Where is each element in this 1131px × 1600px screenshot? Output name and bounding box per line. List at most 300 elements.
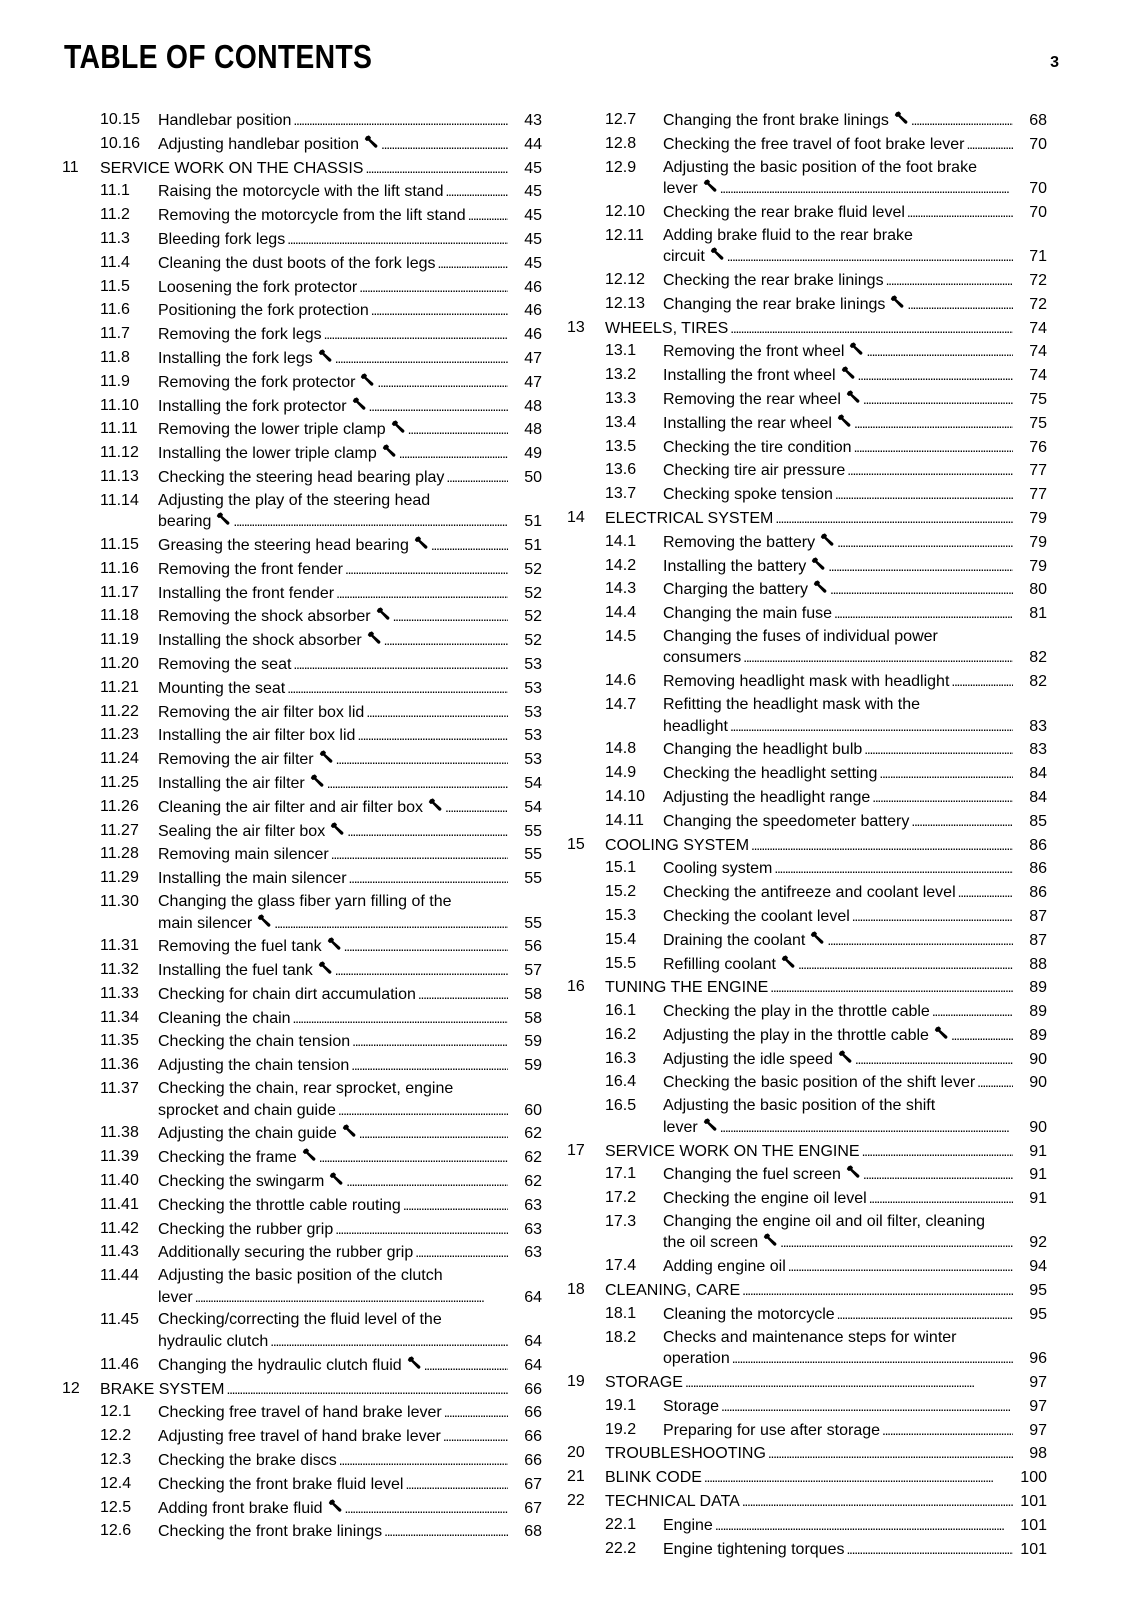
toc-entry-number: 11.8 — [100, 348, 130, 366]
toc-entry-number: 18 — [567, 1281, 585, 1299]
toc-entry-number: 14.5 — [605, 627, 637, 645]
dot-leader — [424, 1355, 508, 1377]
toc-entry[interactable] — [567, 110, 1047, 132]
toc-entry-page: 101 — [1020, 1540, 1047, 1558]
toc-entry[interactable] — [62, 773, 542, 795]
toc-entry[interactable] — [62, 1219, 542, 1241]
toc-entry-number: 21 — [567, 1468, 585, 1486]
toc-entry[interactable] — [567, 389, 1047, 411]
toc-entry-title: Refilling coolant — [663, 955, 776, 973]
toc-entry[interactable] — [62, 1521, 542, 1543]
toc-entry[interactable] — [567, 882, 1047, 904]
toc-entry[interactable] — [567, 763, 1047, 785]
dot-leader — [854, 413, 1013, 435]
dot-leader — [446, 467, 508, 489]
toc-entry[interactable] — [567, 270, 1047, 292]
toc-entry-page: 89 — [1029, 1026, 1047, 1044]
toc-entry[interactable] — [62, 205, 542, 227]
toc-entry-title: Mounting the seat — [158, 679, 286, 697]
toc-entry[interactable] — [62, 535, 542, 557]
toc-entry-number: 10.16 — [100, 134, 141, 152]
toc-entry[interactable] — [62, 1426, 542, 1448]
toc-entry-title: Adjusting the basic position of the clutch — [158, 1267, 443, 1285]
toc-entry-title: Removing the fork legs — [158, 326, 322, 344]
toc-entry[interactable] — [62, 583, 542, 605]
toc-entry-number: 22 — [567, 1491, 585, 1509]
toc-entry-page: 62 — [524, 1149, 542, 1167]
toc-entry-number: 13.6 — [605, 461, 637, 479]
wrench-icon — [342, 1123, 357, 1138]
dot-leader — [863, 1164, 1013, 1186]
toc-entry-number: 17.1 — [605, 1165, 637, 1183]
toc-entry[interactable] — [62, 1450, 542, 1472]
toc-entry-page: 83 — [1029, 741, 1047, 759]
toc-entry-page: 100 — [1020, 1469, 1047, 1487]
toc-entry-number: 12.3 — [100, 1450, 132, 1468]
dot-leader — [879, 763, 1013, 785]
toc-entry-title-continued: consumers — [663, 649, 742, 667]
dot-leader — [393, 606, 508, 628]
dot-leader — [751, 835, 1013, 857]
toc-chapter[interactable] — [62, 158, 542, 180]
toc-entry[interactable] — [567, 1096, 1047, 1138]
toc-entry-page: 53 — [524, 656, 542, 674]
toc-entry-page: 49 — [524, 445, 542, 463]
toc-entry-number: 11.42 — [100, 1219, 139, 1237]
toc-entry-number: 22.2 — [605, 1539, 637, 1557]
toc-entry-number: 13.3 — [605, 389, 637, 407]
toc-entry[interactable] — [62, 1266, 542, 1308]
toc-entry[interactable] — [62, 1123, 542, 1145]
toc-entry[interactable] — [567, 739, 1047, 761]
toc-entry[interactable] — [567, 627, 1047, 669]
toc-entry-page: 91 — [1029, 1166, 1047, 1184]
toc-entry-number: 13.2 — [605, 366, 637, 384]
dot-leader — [907, 294, 1013, 316]
dot-leader — [837, 532, 1013, 554]
toc-entry-page: 82 — [1029, 673, 1047, 691]
dot-leader — [346, 1171, 508, 1193]
toc-entry[interactable] — [62, 725, 542, 747]
toc-entry[interactable] — [567, 1164, 1047, 1186]
toc-entry[interactable] — [567, 134, 1047, 156]
toc-entry[interactable] — [62, 491, 542, 533]
toc-entry-number: 11.18 — [100, 607, 139, 625]
toc-entry[interactable] — [62, 844, 542, 866]
wrench-icon — [703, 1117, 718, 1132]
toc-entry[interactable] — [62, 181, 542, 203]
toc-entry[interactable] — [567, 695, 1047, 737]
toc-entry-title: Adding brake fluid to the rear brake — [663, 226, 913, 244]
dot-leader — [287, 229, 508, 251]
toc-chapter[interactable] — [567, 1141, 1047, 1163]
toc-entry-page: 55 — [524, 870, 542, 888]
dot-leader — [834, 603, 1013, 625]
toc-entry-page: 67 — [524, 1499, 542, 1517]
toc-entry-title: SERVICE WORK ON THE ENGINE — [605, 1142, 860, 1160]
wrench-icon — [330, 821, 345, 836]
toc-entry[interactable] — [567, 532, 1047, 554]
toc-entry-title: Cleaning the chain — [158, 1009, 291, 1027]
toc-entry[interactable] — [62, 396, 542, 418]
dot-leader — [798, 954, 1013, 976]
toc-entry[interactable] — [567, 1001, 1047, 1023]
toc-entry-number: 15.2 — [605, 883, 637, 901]
dot-leader — [869, 1188, 1013, 1210]
toc-entry-number: 16.3 — [605, 1049, 637, 1067]
wrench-icon — [318, 960, 333, 975]
toc-entry-page: 45 — [524, 254, 542, 272]
toc-entry-number: 13 — [567, 318, 585, 336]
toc-entry-page: 47 — [524, 349, 542, 367]
toc-entry-page: 75 — [1029, 414, 1047, 432]
toc-entry-title: Checking the rear brake linings — [663, 271, 884, 289]
toc-entry-title: Removing the motorcycle from the lift stand — [158, 207, 466, 225]
toc-entry[interactable] — [567, 158, 1047, 200]
toc-entry[interactable] — [62, 1402, 542, 1424]
dot-leader — [882, 1420, 1013, 1442]
dot-leader — [445, 797, 508, 819]
toc-entry-number: 11.35 — [100, 1032, 139, 1050]
toc-entry-page: 90 — [1029, 1118, 1047, 1136]
dot-leader — [852, 906, 1013, 928]
toc-entry-title: Adjusting the headlight range — [663, 788, 871, 806]
toc-chapter[interactable] — [567, 1280, 1047, 1302]
toc-entry-title: Checking the throttle cable routing — [158, 1196, 401, 1214]
toc-entry-title: Refitting the headlight mask with the — [663, 696, 921, 714]
toc-entry-page: 86 — [1029, 836, 1047, 854]
wrench-icon — [327, 936, 342, 951]
toc-entry-number: 16 — [567, 978, 585, 996]
dot-leader — [344, 936, 508, 958]
wrench-icon — [360, 372, 375, 387]
toc-entry-page: 81 — [1029, 605, 1047, 623]
wrench-icon — [391, 419, 406, 434]
toc-entry[interactable] — [567, 1256, 1047, 1278]
toc-chapter[interactable] — [567, 1443, 1047, 1465]
toc-entry-page: 77 — [1029, 462, 1047, 480]
dot-leader — [886, 270, 1013, 292]
toc-entry-number: 10.15 — [100, 111, 141, 128]
toc-chapter[interactable] — [567, 1372, 1047, 1394]
toc-entry[interactable] — [62, 960, 542, 982]
toc-entry-number: 14.1 — [605, 532, 637, 550]
toc-entry[interactable] — [62, 1171, 542, 1193]
toc-entry[interactable] — [62, 702, 542, 724]
toc-entry[interactable] — [62, 797, 542, 819]
dot-leader — [377, 372, 508, 394]
toc-entry[interactable] — [567, 202, 1047, 224]
toc-entry-title: Removing the lower triple clamp — [158, 421, 386, 439]
toc-entry[interactable] — [62, 229, 542, 251]
toc-entry[interactable] — [62, 821, 542, 843]
dot-leader — [331, 844, 508, 866]
toc-entry[interactable] — [62, 300, 542, 322]
toc-entry-number: 11.26 — [100, 797, 139, 815]
toc-chapter[interactable] — [567, 318, 1047, 340]
toc-entry[interactable] — [62, 984, 542, 1006]
dot-leader — [846, 1539, 1013, 1561]
toc-entry-page: 45 — [524, 230, 542, 248]
toc-entry-number: 11.3 — [100, 229, 130, 247]
toc-entry-page: 45 — [524, 159, 542, 177]
toc-entry[interactable] — [62, 1031, 542, 1053]
toc-entry[interactable] — [567, 671, 1047, 693]
toc-entry-number: 11.31 — [100, 937, 139, 955]
toc-entry-title: Raising the motorcycle with the lift stand — [158, 183, 444, 201]
toc-entry[interactable] — [567, 1396, 1047, 1418]
wrench-icon — [302, 1147, 317, 1162]
dot-leader — [319, 1147, 508, 1169]
toc-entry-title: Engine — [663, 1516, 713, 1534]
dot-leader — [365, 158, 508, 180]
toc-entry-title: TROUBLESHOOTING — [605, 1445, 766, 1463]
toc-entry-page: 53 — [524, 703, 542, 721]
toc-entry-title: Removing the front wheel — [663, 343, 845, 361]
wrench-icon — [216, 511, 231, 526]
toc-entry-page: 63 — [524, 1220, 542, 1238]
dot-leader — [742, 1491, 1013, 1513]
toc-entry-title-continued: bearing — [158, 513, 212, 531]
wrench-icon — [428, 797, 443, 812]
toc-entry[interactable] — [62, 419, 542, 441]
toc-entry[interactable] — [567, 1328, 1047, 1370]
toc-entry[interactable] — [567, 341, 1047, 363]
toc-entry-title: Installing the fork legs — [158, 349, 313, 367]
toc-entry-title: Removing the seat — [158, 656, 292, 674]
toc-entry-title: SERVICE WORK ON THE CHASSIS — [100, 159, 364, 177]
toc-entry-number: 11.45 — [100, 1311, 139, 1329]
toc-entry[interactable] — [567, 556, 1047, 578]
toc-entry-page: 80 — [1029, 581, 1047, 599]
toc-entry[interactable] — [567, 460, 1047, 482]
toc-entry[interactable] — [62, 868, 542, 890]
toc-entry-title: Changing the glass fiber yarn filling of the — [158, 893, 452, 910]
toc-chapter[interactable] — [62, 1379, 542, 1401]
toc-entry[interactable] — [62, 749, 542, 771]
dot-leader — [768, 1443, 1013, 1465]
toc-entry-page: 86 — [1029, 860, 1047, 878]
toc-entry[interactable] — [567, 1188, 1047, 1210]
toc-entry[interactable] — [62, 1079, 542, 1121]
toc-entry-title: Draining the coolant — [663, 931, 806, 949]
toc-entry[interactable] — [567, 1515, 1047, 1537]
toc-entry[interactable] — [62, 1147, 542, 1169]
toc-entry-page: 89 — [1029, 979, 1047, 997]
toc-entry-title: Positioning the fork protection — [158, 302, 369, 320]
toc-entry[interactable] — [567, 1025, 1047, 1047]
toc-entry-number: 11.28 — [100, 845, 139, 863]
toc-entry[interactable] — [567, 413, 1047, 435]
dot-leader — [270, 1331, 508, 1353]
toc-entry[interactable] — [567, 437, 1047, 459]
toc-entry-page: 57 — [524, 962, 542, 980]
toc-entry-page: 59 — [524, 1057, 542, 1075]
toc-entry[interactable] — [62, 678, 542, 700]
toc-entry[interactable] — [567, 1212, 1047, 1254]
toc-entry[interactable] — [62, 630, 542, 652]
toc-entry-page: 79 — [1029, 509, 1047, 527]
toc-entry[interactable] — [62, 253, 542, 275]
toc-entry[interactable] — [567, 1049, 1047, 1071]
toc-entry-title: Checking the rubber grip — [158, 1220, 334, 1238]
dot-leader — [324, 324, 508, 346]
toc-entry[interactable] — [62, 936, 542, 958]
wrench-icon — [841, 365, 856, 380]
toc-entry-page: 74 — [1029, 367, 1047, 385]
dot-leader — [327, 773, 508, 795]
toc-entry[interactable] — [567, 365, 1047, 387]
toc-entry-title: COOLING SYSTEM — [605, 836, 750, 854]
toc-entry-title: Installing the air filter box lid — [158, 727, 356, 745]
toc-entry[interactable] — [567, 787, 1047, 809]
toc-entry[interactable] — [62, 1355, 542, 1377]
toc-entry[interactable] — [567, 226, 1047, 268]
toc-entry-page: 66 — [524, 1404, 542, 1422]
toc-entry[interactable] — [567, 579, 1047, 601]
toc-entry[interactable] — [567, 484, 1047, 506]
toc-entry-page: 72 — [1029, 295, 1047, 313]
toc-entry[interactable] — [62, 606, 542, 628]
toc-entry-title: Checking the frame — [158, 1149, 297, 1167]
toc-entry[interactable] — [62, 654, 542, 676]
dot-leader — [195, 1287, 508, 1309]
toc-entry-title: Changing the speedometer battery — [663, 812, 910, 830]
toc-entry[interactable] — [62, 443, 542, 465]
toc-chapter[interactable] — [567, 508, 1047, 530]
toc-entry-number: 16.1 — [605, 1002, 637, 1020]
toc-entry-title-continued: lever — [663, 1118, 698, 1136]
dot-leader — [384, 1521, 508, 1543]
dot-leader — [730, 318, 1013, 340]
toc-entry-title: Checking tire air pressure — [663, 462, 846, 480]
toc-entry[interactable] — [567, 603, 1047, 625]
toc-entry-page: 71 — [1029, 248, 1047, 266]
toc-entry[interactable] — [62, 110, 542, 132]
toc-chapter[interactable] — [567, 1467, 1047, 1489]
toc-entry-title: Installing the fuel tank — [158, 962, 313, 980]
toc-entry-number: 11.41 — [100, 1195, 139, 1213]
toc-entry[interactable] — [567, 858, 1047, 880]
toc-entry-number: 11.10 — [100, 396, 139, 414]
toc-entry-number: 12.13 — [605, 294, 646, 312]
toc-entry[interactable] — [62, 277, 542, 299]
toc-entry-title: Changing the fuses of individual power — [663, 627, 938, 645]
toc-entry-title-continued: circuit — [663, 248, 705, 266]
toc-entry-title-continued: lever — [158, 1288, 193, 1306]
toc-entry-page: 52 — [524, 632, 542, 650]
toc-entry[interactable] — [62, 1195, 542, 1217]
toc-entry[interactable] — [567, 906, 1047, 928]
wrench-icon — [414, 535, 429, 550]
toc-entry[interactable] — [62, 1474, 542, 1496]
toc-entry-title: Adjusting handlebar position — [158, 135, 360, 153]
toc-entry-title: CLEANING, CARE — [605, 1282, 741, 1300]
toc-entry[interactable] — [62, 324, 542, 346]
toc-entry-number: 11.23 — [100, 726, 139, 744]
toc-entry-number: 11.46 — [100, 1355, 139, 1373]
toc-entry[interactable] — [62, 1055, 542, 1077]
toc-entry[interactable] — [567, 1304, 1047, 1326]
toc-entry-number: 11.25 — [100, 774, 139, 792]
dot-leader — [837, 1304, 1013, 1326]
toc-entry-title: Installing the air filter — [158, 775, 305, 793]
toc-entry[interactable] — [567, 811, 1047, 833]
dot-leader — [854, 437, 1013, 459]
toc-chapter[interactable] — [567, 1491, 1047, 1513]
dot-leader — [721, 1396, 1013, 1418]
toc-entry-number: 11 — [62, 158, 79, 176]
toc-entry-title: Adjusting the chain tension — [158, 1057, 350, 1075]
toc-entry[interactable] — [567, 1420, 1047, 1442]
toc-entry[interactable] — [62, 134, 542, 156]
toc-entry-title: Checking the brake discs — [158, 1451, 337, 1469]
toc-entry-page: 66 — [524, 1451, 542, 1469]
toc-entry[interactable] — [567, 1072, 1047, 1094]
toc-entry-title: Adjusting the play of the steering head — [158, 491, 431, 509]
toc-entry[interactable] — [62, 348, 542, 370]
toc-entry[interactable] — [62, 1242, 542, 1264]
dot-leader — [345, 1498, 508, 1520]
toc-entry-number: 12.1 — [100, 1403, 132, 1421]
toc-entry-page: 101 — [1020, 1492, 1047, 1510]
toc-entry[interactable] — [567, 930, 1047, 952]
toc-entry[interactable] — [62, 467, 542, 489]
toc-entry-title: Installing the shock absorber — [158, 632, 362, 650]
toc-entry-title: Adding engine oil — [663, 1258, 786, 1276]
toc-entry-title: Checking the rear brake fluid level — [663, 203, 905, 221]
toc-entry-page: 74 — [1029, 319, 1047, 337]
toc-entry[interactable] — [62, 892, 542, 934]
toc-entry-title: Checking the tire condition — [663, 438, 852, 456]
toc-entry-title-continued: main silencer — [158, 914, 253, 932]
toc-entry-title: Checking the antifreeze and coolant level — [663, 884, 956, 902]
toc-entry[interactable] — [62, 1498, 542, 1520]
toc-entry-page: 84 — [1029, 788, 1047, 806]
dot-leader — [352, 1031, 508, 1053]
toc-entry[interactable] — [567, 294, 1047, 316]
dot-leader — [336, 583, 508, 605]
toc-entry-number: 22.1 — [605, 1515, 637, 1533]
toc-entry-page: 97 — [1029, 1373, 1047, 1391]
toc-entry[interactable] — [567, 1539, 1047, 1561]
toc-entry-number: 11.22 — [100, 702, 139, 720]
toc-entry-title-continued: headlight — [663, 717, 728, 735]
toc-entry-title: Adjusting the chain guide — [158, 1125, 337, 1143]
toc-entry[interactable] — [62, 559, 542, 581]
toc-entry[interactable] — [62, 1310, 542, 1352]
toc-entry-title: Checking the coolant level — [663, 907, 850, 925]
toc-entry-page: 98 — [1029, 1445, 1047, 1463]
toc-entry[interactable] — [567, 954, 1047, 976]
toc-chapter[interactable] — [567, 835, 1047, 857]
dot-leader — [338, 1100, 508, 1122]
dot-leader — [381, 134, 508, 156]
wrench-icon — [811, 556, 826, 571]
dot-leader — [445, 181, 508, 203]
toc-entry-page: 55 — [524, 914, 542, 932]
dot-leader — [351, 1055, 508, 1077]
toc-entry-title: Installing the lower triple clamp — [158, 445, 377, 463]
toc-chapter[interactable] — [567, 977, 1047, 999]
dot-leader — [293, 1008, 508, 1030]
toc-entry[interactable] — [62, 1008, 542, 1030]
toc-entry-number: 11.6 — [100, 301, 130, 319]
toc-entry-page: 90 — [1029, 1074, 1047, 1092]
toc-entry[interactable] — [62, 372, 542, 394]
toc-entry-number: 11.17 — [100, 583, 139, 601]
toc-entry-number: 14.11 — [605, 811, 644, 829]
